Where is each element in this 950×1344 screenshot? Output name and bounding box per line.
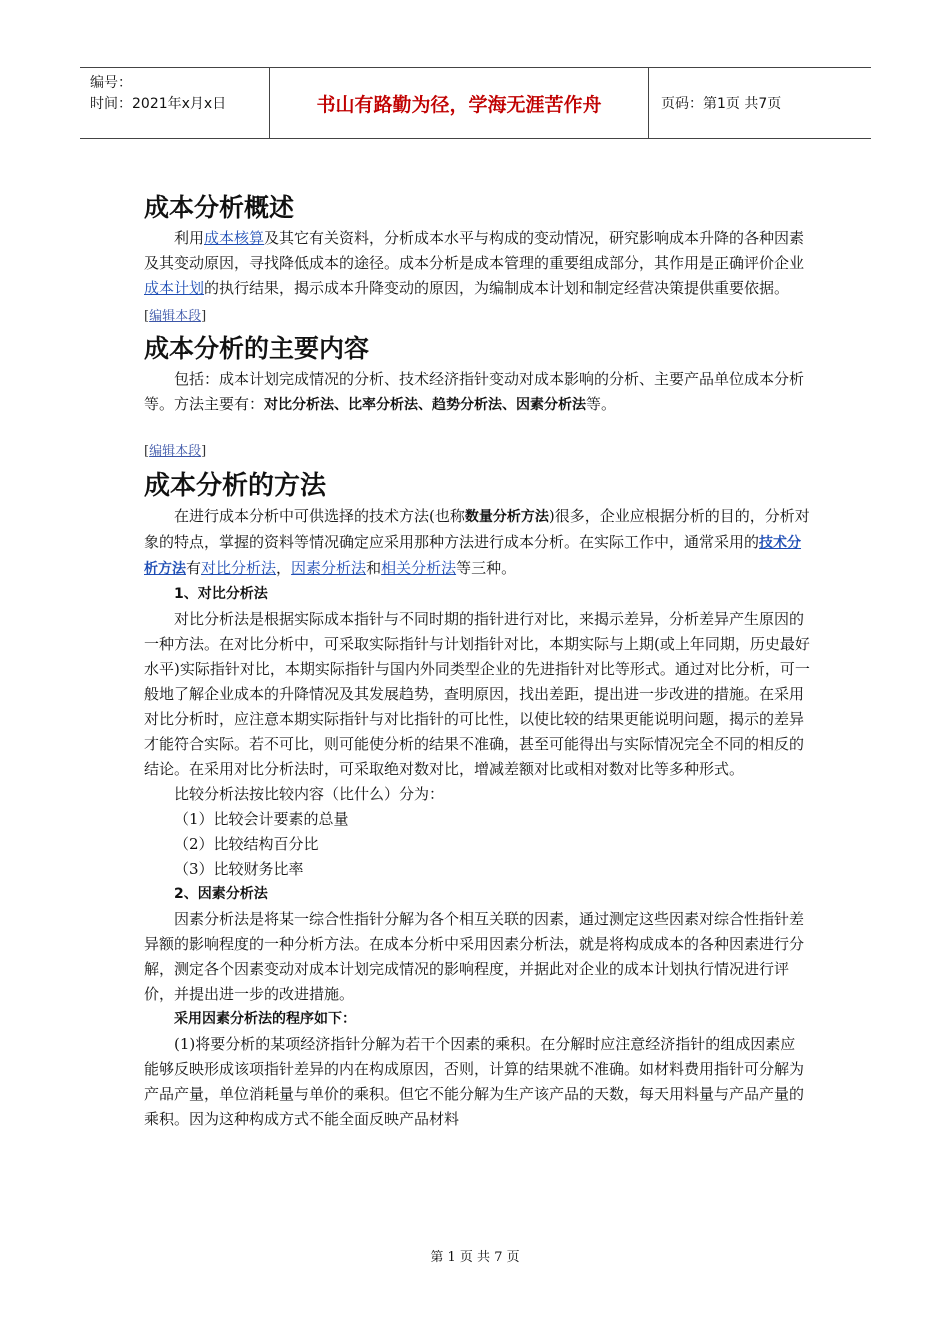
methods-paragraph [144, 504, 810, 582]
link-cost-accounting[interactable]: 成本核算 [204, 229, 265, 247]
bold-quant-methods: 数量分析方法 [464, 509, 549, 525]
edit-section-link-2[interactable]: [编辑本段] [144, 444, 207, 459]
text-run: 包括：成本计划完成情况的分析、技术经济指针变动对成本影响的分析、主要产品单位成本分析等。方法主要有： [144, 370, 805, 413]
text-run: 等。 [586, 395, 617, 413]
text-run: 的执行结果，揭示成本升降变动的原因，为编制成本计划和制定经营决策提供重要依据。 [204, 279, 790, 297]
text-run: 等三种。 [456, 559, 517, 577]
text-run: 利用 [174, 229, 205, 247]
time-label: 时间：2021年x月x日 [90, 96, 227, 112]
text-run: 有 [186, 559, 202, 577]
edit-section-link-1[interactable]: [编辑本段] [144, 309, 207, 324]
bold-methods: 对比分析法、比率分析法、趋势分析法、因素分析法 [264, 397, 587, 413]
edit-link[interactable]: 编辑本段 [149, 309, 202, 324]
header-motto: 书山有路勤为径，学海无涯苦作舟 [270, 68, 649, 138]
section-title-contents: 成本分析的主要内容 [144, 334, 370, 363]
link-cost-plan[interactable]: 成本计划 [144, 279, 205, 297]
factor-paragraph: 因素分析法是将某一综合性指针分解为各个相互关联的因素，通过测定这些因素对综合性指针差异额的影响程度的一种分析方法。在成本分析中采用因素分析法，就是将构成成本的各种因素进行分解，测定各个因素变动对成本计划完成情况的影响程度，并据此对企业的成本计划执行情况进行评价，并提出进一步的改进措施。 [144, 910, 805, 1003]
link-comparative-analysis[interactable]: 对比分析法 [201, 559, 277, 577]
text-run: ， [276, 559, 292, 577]
list-item: （3）比较财务比率 [174, 860, 304, 878]
number-label: 编号： [90, 75, 132, 91]
subheading-factor: 2、因素分析法 [174, 886, 268, 902]
header-table [80, 67, 871, 139]
text-run: 和 [366, 559, 382, 577]
overview-paragraph [144, 226, 810, 301]
section-title-overview: 成本分析概述 [144, 193, 295, 222]
comparison-intro: 比较分析法按比较内容（比什么）分为： [174, 785, 445, 803]
section-title-methods: 成本分析的方法 [144, 471, 327, 501]
header-meta [80, 68, 270, 138]
header-page-info: 页码：第1页 共7页 [661, 96, 782, 112]
page-footer: 第 1 页 共 7 页 [430, 1250, 520, 1265]
text-run: )很多，企业应根据分析的目的，分析对象的特点，掌握的资料等情况确定应采用那种方法进行成本分析。在实际工作中，通常采用的 [144, 507, 810, 551]
text-run: 在进行成本分析中可供选择的技术方法(也称 [174, 507, 465, 525]
contents-paragraph [144, 367, 810, 418]
document-body [144, 190, 810, 1132]
edit-link[interactable]: 编辑本段 [149, 444, 202, 459]
link-correlation-analysis[interactable]: 相关分析法 [381, 559, 457, 577]
link-technical-analysis[interactable]: 技术分析方法 [144, 535, 802, 577]
subheading-procedure: 采用因素分析法的程序如下： [174, 1011, 356, 1027]
procedure-paragraph: (1)将要分析的某项经济指针分解为若干个因素的乘积。在分解时应注意经济指针的组成因素应能够反映形成该项指针差异的内在构成原因，否则，计算的结果就不准确。如材料费用指针可分解为产品产量，单位消耗量与单价的乘积。但它不能分解为生产该产品的天数，每天用料量与产品产量的乘积。因为这种构成方式不能全面反映产品材料 [144, 1035, 805, 1128]
list-item: （1）比较会计要素的总量 [174, 810, 349, 828]
link-factor-analysis[interactable]: 因素分析法 [291, 559, 367, 577]
comparative-paragraph: 对比分析法是根据实际成本指针与不同时期的指针进行对比，来揭示差异，分析差异产生原因的一种方法。在对比分析中，可采取实际指针与计划指针对比，本期实际与上期(或上年同期，历史最好水平)实际指针对比，本期实际指针与国内外同类型企业的先进指针对比等形式。通过对比分析，可一般地了解企业成本的升降情况及其发展趋势，查明原因，找出差距，提出进一步改进的措施。在采用对比分析时，应注意本期实际指针与对比指针的可比性，以使比较的结果更能说明问题，揭示的差异才能符合实际。若不可比，则可能使分析的结果不准确，甚至可能得出与实际情况完全不同的相反的结论。在采用对比分析法时，可采取绝对数对比，增减差额对比或相对数对比等多种形式。 [144, 610, 810, 778]
list-item: （2）比较结构百分比 [174, 835, 319, 853]
text-run: 及其它有关资料，分析成本水平与构成的变动情况，研究影响成本升降的各种因素及其变动原因，寻找降低成本的途径。成本分析是成本管理的重要组成部分，其作用是正确评价企业 [144, 229, 805, 272]
subheading-comparative: 1、对比分析法 [174, 586, 268, 602]
